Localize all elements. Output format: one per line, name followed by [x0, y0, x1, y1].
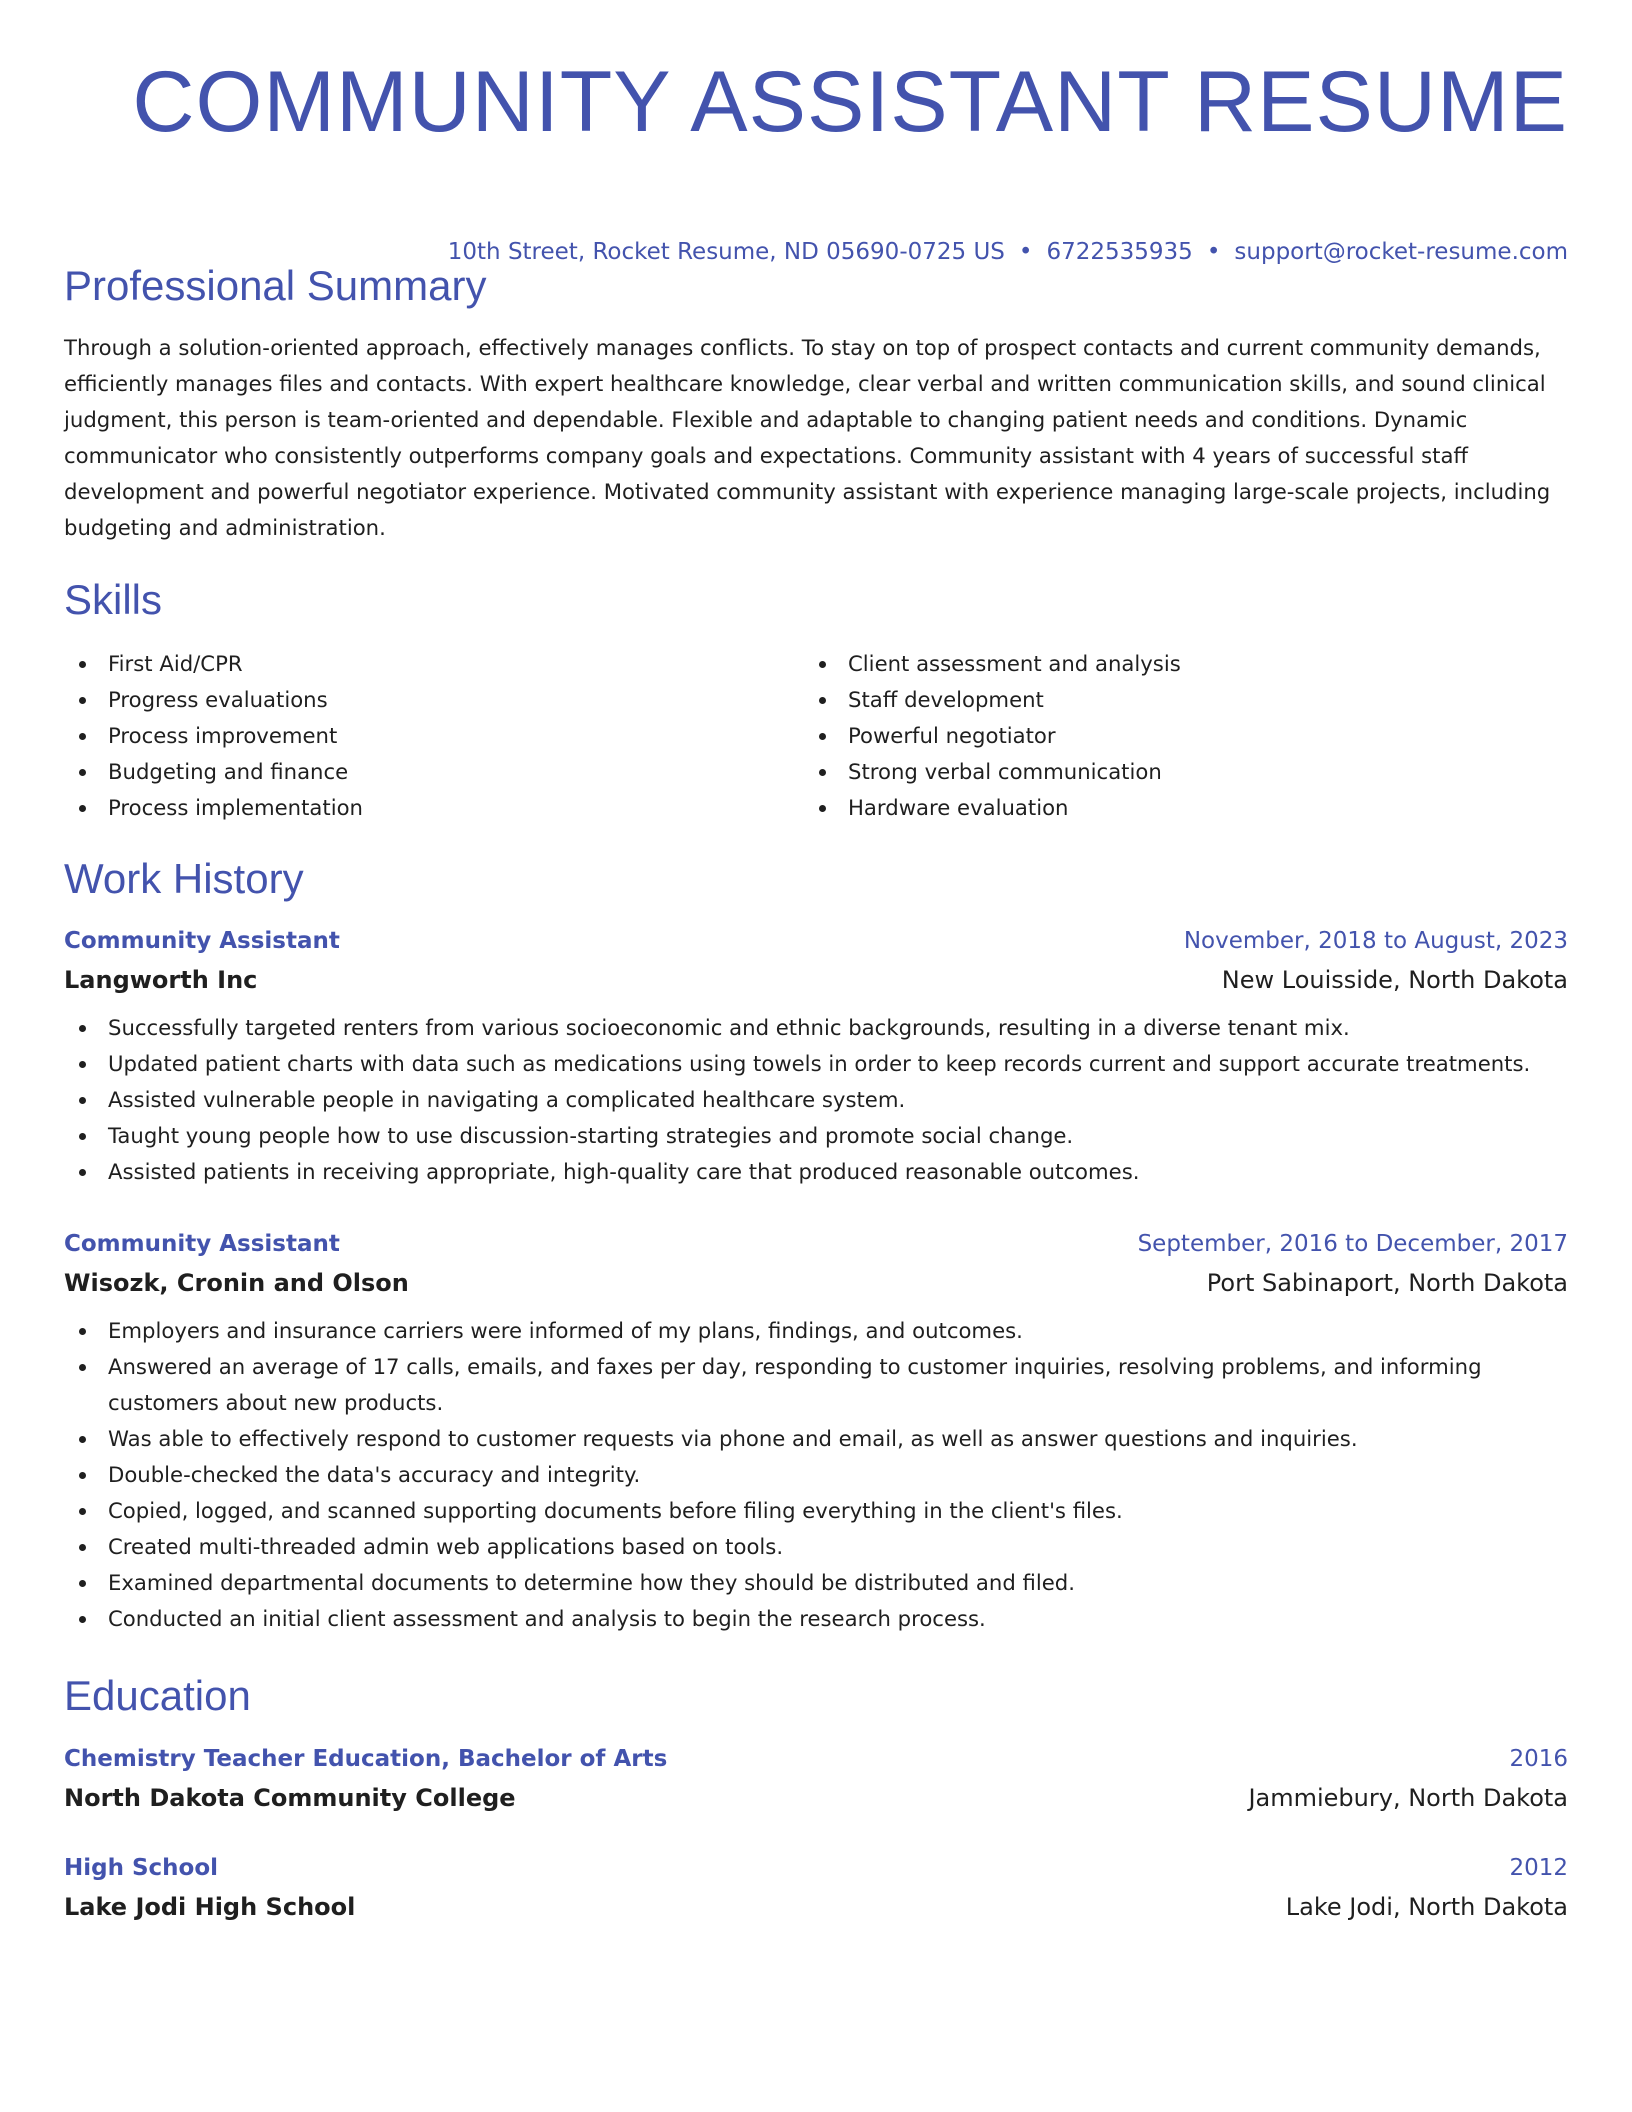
job-bullet: Updated patient charts with data such as medications using towels in order to keep records current and support accurate treatments. [64, 1046, 1568, 1082]
education-school: North Dakota Community College [64, 1784, 516, 1812]
job-entry [64, 1225, 1568, 1637]
education-school-row [64, 1887, 1568, 1927]
job-title-row [64, 922, 1568, 960]
education-location: Lake Jodi, North Dakota [1285, 1893, 1568, 1921]
job-location: New Louisside, North Dakota [1221, 966, 1568, 994]
education-entry [64, 1740, 1568, 1818]
skill-item: Powerful negotiator [804, 718, 1544, 754]
job-bullet: Assisted patients in receiving appropriate, high-quality care that produced reasonable outcomes. [64, 1154, 1568, 1190]
job-company-row [64, 960, 1568, 1000]
contact-phone: 6722535935 [1046, 239, 1193, 265]
education-school: Lake Jodi High School [64, 1893, 356, 1921]
contact-address: 10th Street, Rocket Resume, ND 05690-0725 US [447, 239, 1005, 265]
job-bullets [64, 1313, 1568, 1637]
skill-item: Progress evaluations [64, 682, 804, 718]
education-location: Jammiebury, North Dakota [1248, 1784, 1568, 1812]
job-bullet: Assisted vulnerable people in navigating a complicated healthcare system. [64, 1082, 1568, 1118]
education-year: 2016 [1509, 1746, 1568, 1772]
contact-separator: • [1018, 239, 1033, 265]
job-dates: November, 2018 to August, 2023 [1183, 928, 1568, 954]
job-bullet: Conducted an initial client assessment and analysis to begin the research process. [64, 1601, 1568, 1637]
resume-title: COMMUNITY ASSISTANT RESUME [132, 54, 1568, 150]
education-degree-row [64, 1740, 1568, 1778]
skill-item: Budgeting and finance [64, 754, 804, 790]
contact-email: support@rocket-resume.com [1234, 239, 1568, 265]
education-school-row [64, 1778, 1568, 1818]
job-bullet: Answered an average of 17 calls, emails, and faxes per day, responding to customer inquiries, resolving problems, and informing customers about new products. [64, 1349, 1568, 1421]
skill-item: First Aid/CPR [64, 646, 804, 682]
job-bullet: Copied, logged, and scanned supporting documents before filing everything in the client's files. [64, 1493, 1568, 1529]
job-company: Wisozk, Cronin and Olson [64, 1269, 409, 1297]
skill-item: Client assessment and analysis [804, 646, 1544, 682]
education-degree-row [64, 1849, 1568, 1887]
skill-item: Strong verbal communication [804, 754, 1544, 790]
job-bullet: Double-checked the data's accuracy and integrity. [64, 1457, 1568, 1493]
job-company-row [64, 1263, 1568, 1303]
job-bullet: Was able to effectively respond to customer requests via phone and email, as well as answer questions and inquiries. [64, 1421, 1568, 1457]
summary-text: Through a solution-oriented approach, effectively manages conflicts. To stay on top of prospect contacts and current community demands, efficiently manages files and contacts. With expert healthcare knowledge, clear verbal and written communication skills, and sound clinical judgment, this person is team-oriented and dependable. Flexible and adaptable to changing patient needs and conditions. Dynamic communicator who consistently outperforms company goals and expectations. Community assistant with 4 years of successful staff development and powerful negotiator experience. Motivated community assistant with experience managing large-scale projects, including budgeting and administration. [64, 335, 1551, 540]
summary-heading: Professional Summary [64, 262, 487, 309]
education-degree: Chemistry Teacher Education, Bachelor of Arts [64, 1746, 668, 1772]
education-degree: High School [64, 1855, 219, 1881]
skill-item: Process implementation [64, 790, 804, 826]
job-bullet: Successfully targeted renters from various socioeconomic and ethnic backgrounds, resulting in a diverse tenant mix. [64, 1010, 1568, 1046]
skills-heading: Skills [64, 576, 163, 623]
skills-list [64, 646, 1568, 826]
job-bullets [64, 1010, 1568, 1190]
job-bullet: Taught young people how to use discussion-starting strategies and promote social change. [64, 1118, 1568, 1154]
skill-item: Staff development [804, 682, 1544, 718]
work-history-heading: Work History [64, 855, 304, 902]
job-bullet: Employers and insurance carriers were informed of my plans, findings, and outcomes. [64, 1313, 1568, 1349]
job-title: Community Assistant [64, 928, 340, 954]
job-title: Community Assistant [64, 1231, 340, 1257]
job-company: Langworth Inc [64, 966, 258, 994]
skills-column-right [804, 646, 1544, 826]
skill-item: Hardware evaluation [804, 790, 1544, 826]
job-location: Port Sabinaport, North Dakota [1206, 1269, 1568, 1297]
job-dates: September, 2016 to December, 2017 [1137, 1231, 1568, 1257]
contact-line [448, 232, 1568, 272]
education-entry [64, 1849, 1568, 1927]
job-entry [64, 922, 1568, 1190]
skill-item: Process improvement [64, 718, 804, 754]
job-bullet: Examined departmental documents to determine how they should be distributed and filed. [64, 1565, 1568, 1601]
skills-column-left [64, 646, 804, 826]
job-title-row [64, 1225, 1568, 1263]
education-heading: Education [64, 1672, 251, 1719]
job-bullet: Created multi-threaded admin web applications based on tools. [64, 1529, 1568, 1565]
education-year: 2012 [1509, 1855, 1568, 1881]
contact-separator: • [1206, 239, 1221, 265]
